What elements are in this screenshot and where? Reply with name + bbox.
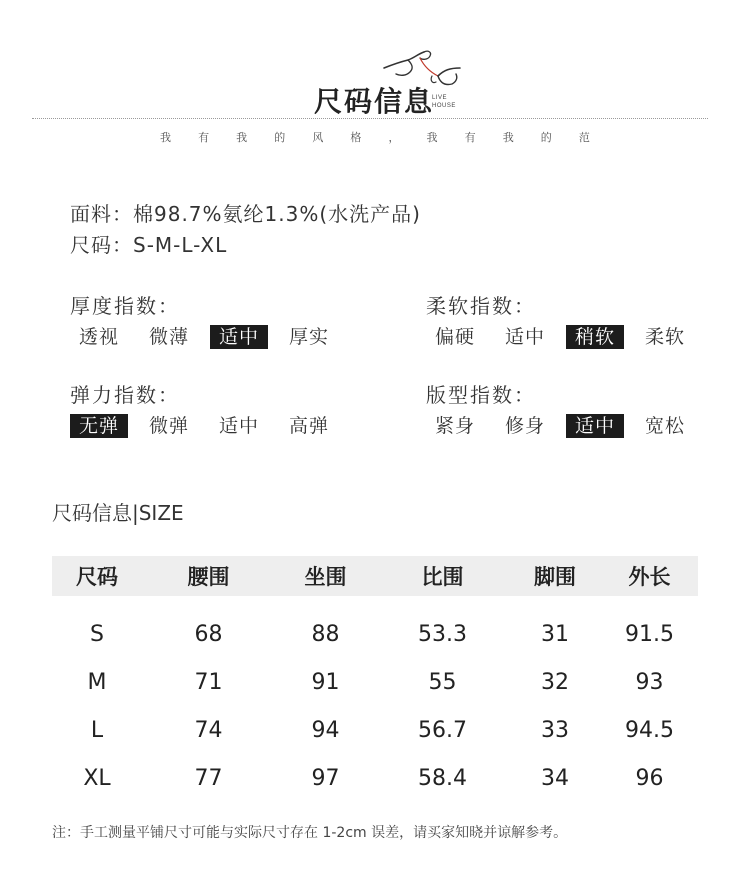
- elasticity-index: [70, 379, 350, 438]
- table-header: [52, 556, 698, 596]
- table-cell: 91.5: [625, 621, 674, 647]
- slogan-char: 格: [350, 131, 362, 144]
- logo-text: LIVE: [432, 95, 448, 101]
- index-option: 高弹: [288, 415, 329, 437]
- slogan-char: 范: [578, 131, 590, 144]
- slogan-char: 的: [274, 131, 286, 144]
- size-section-title: 尺码信息|SIZE: [52, 501, 184, 525]
- table-row: [52, 754, 698, 802]
- logo-text: HOUSE: [432, 103, 456, 109]
- slogan-char: 我: [502, 131, 514, 144]
- index-option: 修身: [504, 415, 545, 437]
- column-header: 腰围: [187, 565, 230, 589]
- column-header: 坐围: [304, 565, 347, 589]
- softness-index: [426, 290, 706, 349]
- table-row: [52, 658, 698, 706]
- table-cell: 32: [541, 669, 569, 695]
- index-option: 宽松: [644, 415, 685, 437]
- slogan-char: 我: [236, 131, 248, 144]
- table-cell: 77: [194, 765, 223, 791]
- slogan-char: 风: [312, 131, 324, 144]
- table-cell: 33: [541, 717, 569, 743]
- index-option-selected: 无弹: [70, 414, 128, 438]
- index-option-selected: 稍软: [566, 325, 624, 349]
- slogan-char: 有: [198, 131, 210, 144]
- column-header: 尺码: [76, 565, 118, 589]
- dotted-divider: [32, 118, 708, 119]
- table-cell: M: [87, 669, 107, 695]
- index-option: 紧身: [434, 415, 475, 437]
- size-table: [52, 556, 698, 802]
- table-body: [52, 610, 698, 802]
- table-cell: 58.4: [418, 765, 467, 791]
- measurement-note: 注：手工测量平铺尺寸可能与实际尺寸存在 1-2cm 误差，请买家知晓并谅解参考。: [52, 825, 568, 841]
- table-cell: 96: [635, 765, 664, 791]
- index-title: 柔软指数：: [426, 294, 536, 318]
- index-options: [426, 414, 706, 438]
- slogan-char: ，: [388, 131, 400, 144]
- index-option: 厚实: [288, 326, 329, 348]
- column-header: 脚围: [534, 565, 576, 589]
- table-cell: 34: [541, 765, 569, 791]
- hands-logo-icon: [380, 46, 464, 96]
- fabric-info: 面料：棉98.7%氨纶1.3%(水洗产品): [70, 202, 421, 226]
- table-cell: 68: [194, 621, 223, 647]
- table-row: [52, 706, 698, 754]
- table-row: [52, 610, 698, 658]
- table-cell: 94: [311, 717, 340, 743]
- index-option: 微弹: [148, 415, 189, 437]
- column-header: 外长: [628, 565, 671, 589]
- slogan-char: 有: [464, 131, 476, 144]
- index-options: [70, 325, 350, 349]
- index-option-selected: 适中: [210, 325, 268, 349]
- table-cell: 94.5: [625, 717, 674, 743]
- table-cell: 71: [194, 669, 223, 695]
- index-option: 柔软: [644, 326, 685, 348]
- index-title: 版型指数：: [426, 383, 536, 407]
- index-title: 弹力指数：: [70, 383, 180, 407]
- fit-index: [426, 379, 706, 438]
- size-range: 尺码：S-M-L-XL: [70, 233, 228, 257]
- thickness-index: [70, 290, 350, 349]
- slogan: [160, 129, 590, 145]
- index-options: [70, 414, 350, 438]
- index-options: [426, 325, 706, 349]
- slogan-char: 的: [540, 131, 552, 144]
- table-cell: S: [90, 621, 104, 647]
- slogan-char: 我: [426, 131, 438, 144]
- table-cell: 31: [541, 621, 569, 647]
- column-header: 比围: [421, 565, 464, 589]
- table-cell: XL: [83, 765, 111, 791]
- table-cell: 53.3: [418, 621, 467, 647]
- page-title: 尺码信息: [314, 85, 435, 118]
- index-option: 适中: [218, 415, 259, 437]
- index-title: 厚度指数：: [70, 294, 180, 318]
- table-cell: 93: [635, 669, 664, 695]
- table-cell: 74: [194, 717, 223, 743]
- index-option: 适中: [504, 326, 545, 348]
- table-cell: 91: [311, 669, 340, 695]
- table-cell: 97: [311, 765, 340, 791]
- table-cell: L: [90, 717, 104, 743]
- table-cell: 56.7: [418, 717, 467, 743]
- table-cell: 88: [311, 621, 340, 647]
- index-option: 透视: [78, 326, 119, 348]
- index-option: 微薄: [148, 326, 189, 348]
- table-cell: 55: [428, 669, 457, 695]
- slogan-char: 我: [160, 131, 171, 144]
- index-option: 偏硬: [434, 326, 475, 348]
- index-option-selected: 适中: [566, 414, 624, 438]
